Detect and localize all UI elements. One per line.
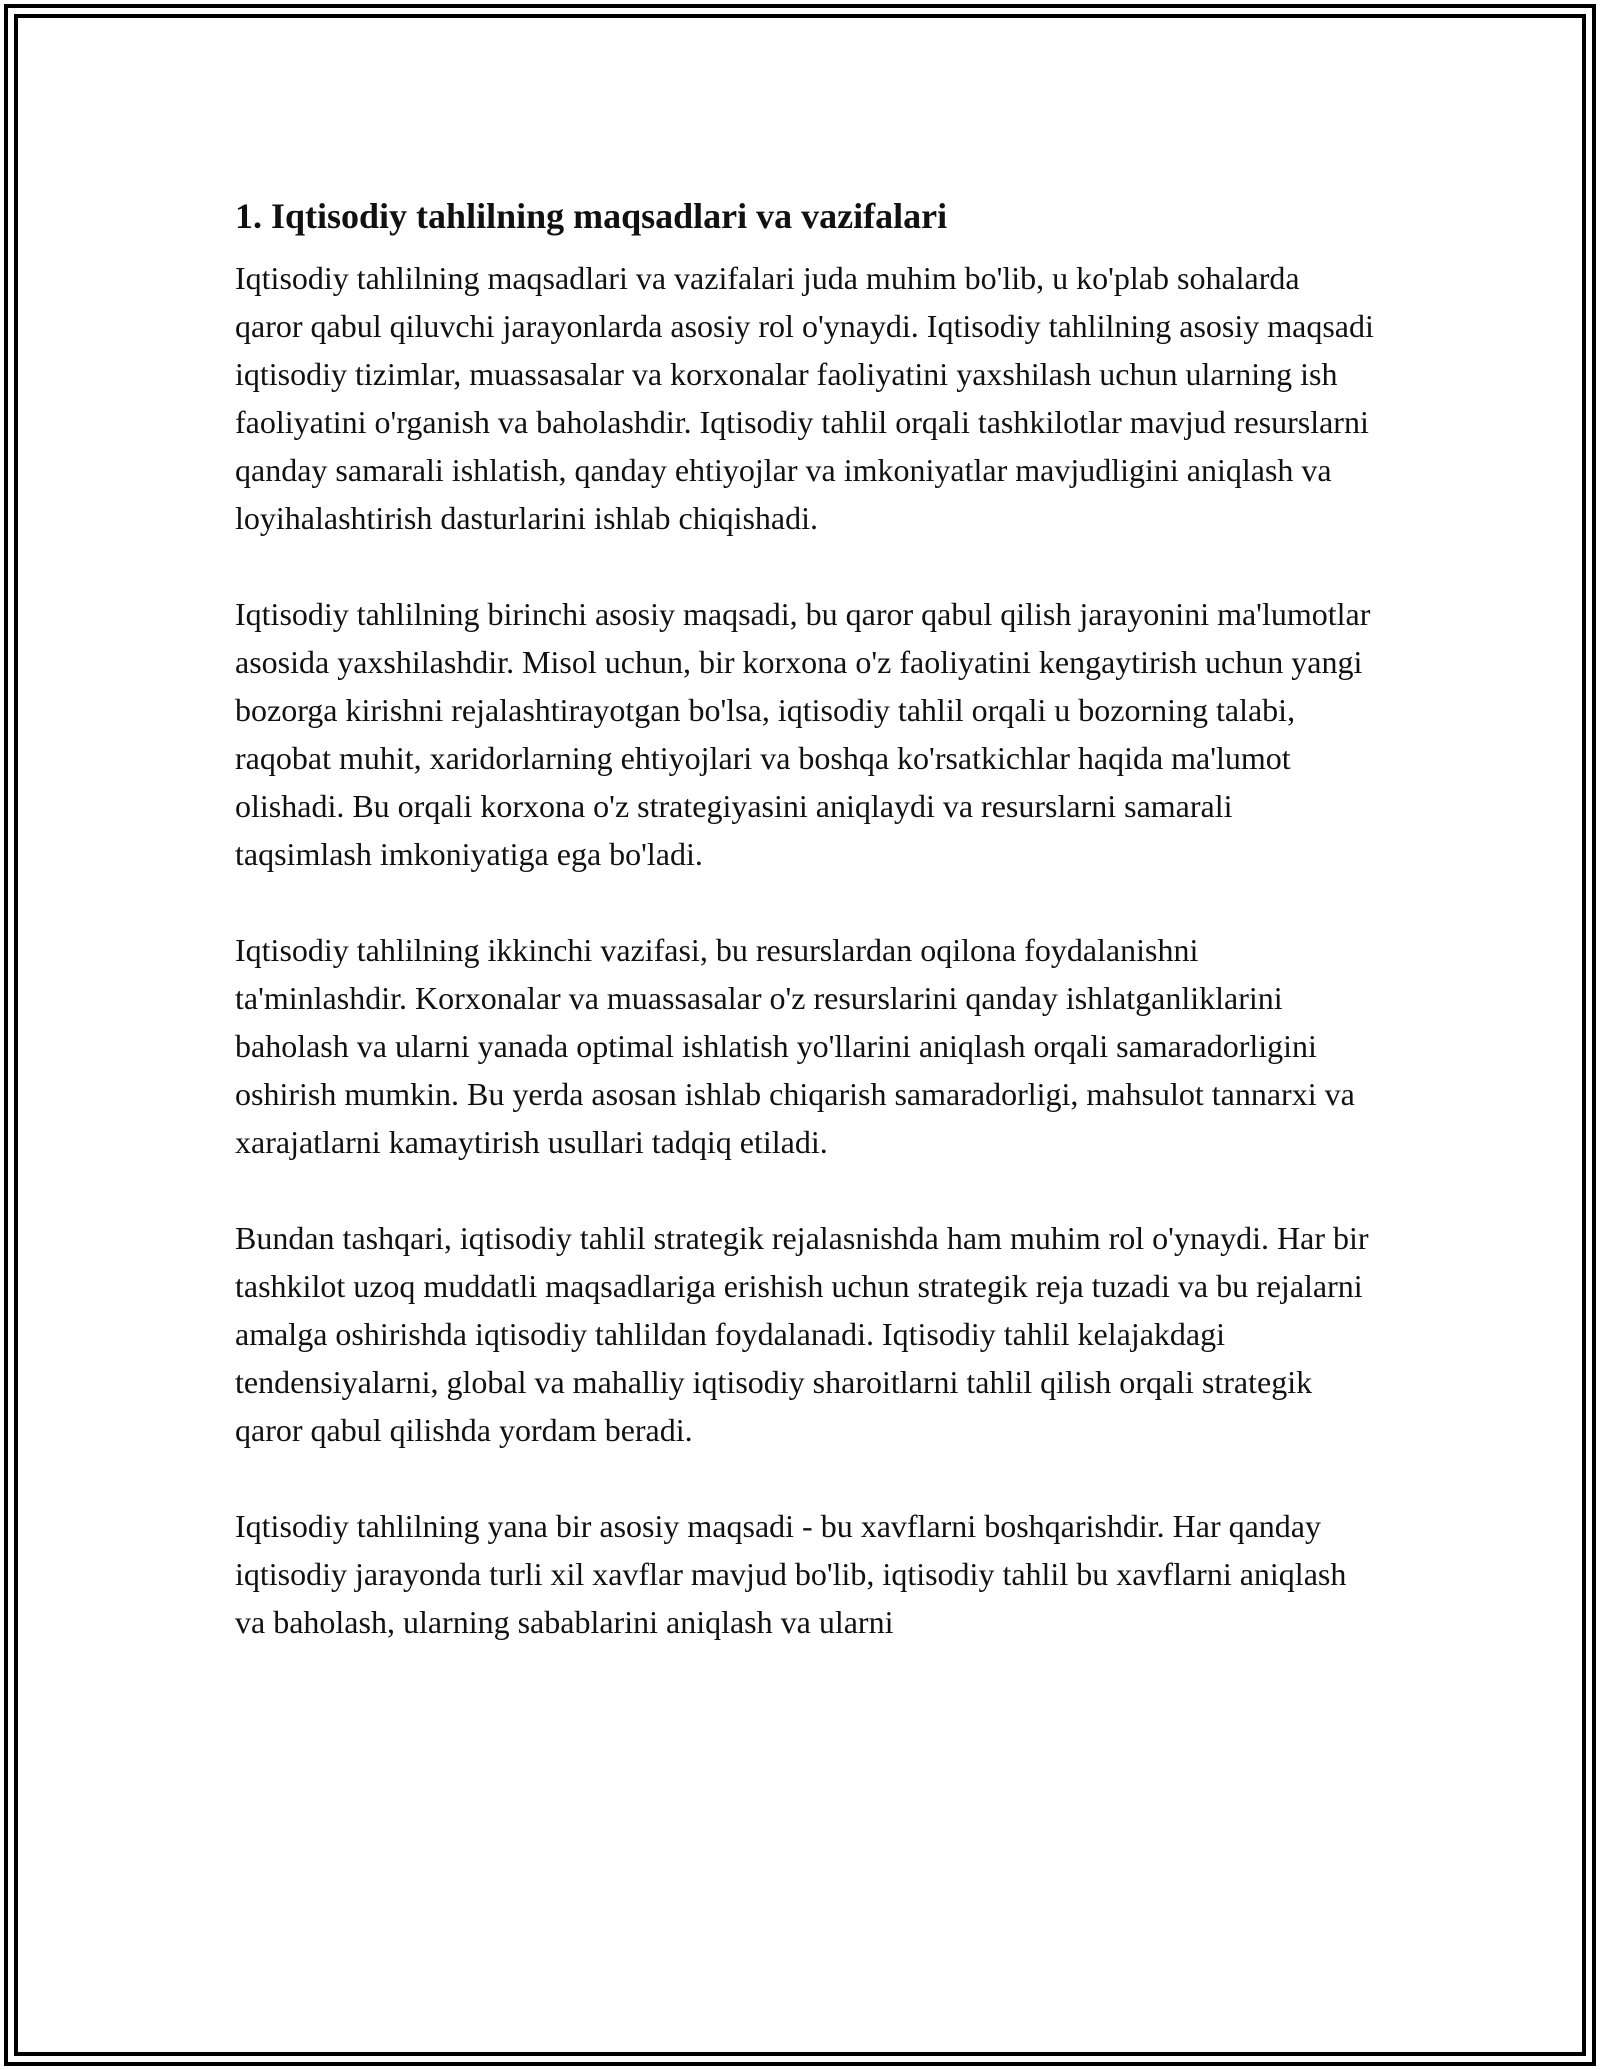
document-body xyxy=(235,188,1375,1646)
paragraph-intro: Iqtisodiy tahlilning maqsadlari va vazifalari juda muhim bo'lib, u ko'plab sohalarda qaror qabul qiluvchi jarayonlarda asosiy rol o'ynaydi. Iqtisodiy tahlilning asosiy maqsadi iqtisodiy tizimlar, muassasalar va korxonalar faoliyatini yaxshilash uchun ularning ish faoliyatini o'rganish va baholashdir. Iqtisodiy tahlil orqali tashkilotlar mavjud resurslarni qanday samarali ishlatish, qanday ehtiyojlar va imkoniyatlar mavjudligini aniqlash va loyihalashtirish dasturlarini ishlab chiqishadi. xyxy=(235,260,1374,536)
section-heading: 1. Iqtisodiy tahlilning maqsadlari va vazifalari xyxy=(235,196,948,236)
paragraph-second-task: Iqtisodiy tahlilning ikkinchi vazifasi, bu resurslardan oqilona foydalanishni ta'minlashdir. Korxonalar va muassasalar o'z resurslarini qanday ishlatganliklarini baholash va ularni yanada optimal ishlatish yo'llarini aniqlash orqali samaradorligini oshirish mumkin. Bu yerda asosan ishlab chiqarish samaradorligi, mahsulot tannarxi va xarajatlarni kamaytirish usullari tadqiq etiladi. xyxy=(235,932,1355,1160)
paragraph-first-goal: Iqtisodiy tahlilning birinchi asosiy maqsadi, bu qaror qabul qilish jarayonini ma'lumotlar asosida yaxshilashdir. Misol uchun, bir korxona o'z faoliyatini kengaytirish uchun yangi bozorga kirishni rejalashtirayotgan bo'lsa, iqtisodiy tahlil orqali u bozorning talabi, raqobat muhit, xaridorlarning ehtiyojlari va boshqa ko'rsatkichlar haqida ma'lumot olishadi. Bu orqali korxona o'z strategiyasini aniqlaydi va resurslarni samarali taqsimlash imkoniyatiga ega bo'ladi. xyxy=(235,596,1371,872)
paragraph-risk-management: Iqtisodiy tahlilning yana bir asosiy maqsadi - bu xavflarni boshqarishdir. Har qanday iqtisodiy jarayonda turli xil xavflar mavjud bo'lib, iqtisodiy tahlil bu xavflarni aniqlash va baholash, ularning sabablarini aniqlash va ularni xyxy=(235,1508,1347,1640)
paragraph-strategic-planning: Bundan tashqari, iqtisodiy tahlil strategik rejalasnishda ham muhim rol o'ynaydi. Har bir tashkilot uzoq muddatli maqsadlariga erishish uchun strategik reja tuzadi va bu rejalarni amalga oshirishda iqtisodiy tahlildan foydalanadi. Iqtisodiy tahlil kelajakdagi tendensiyalarni, global va mahalliy iqtisodiy sharoitlarni tahlil qilish orqali strategik qaror qabul qilishda yordam beradi. xyxy=(235,1220,1369,1448)
